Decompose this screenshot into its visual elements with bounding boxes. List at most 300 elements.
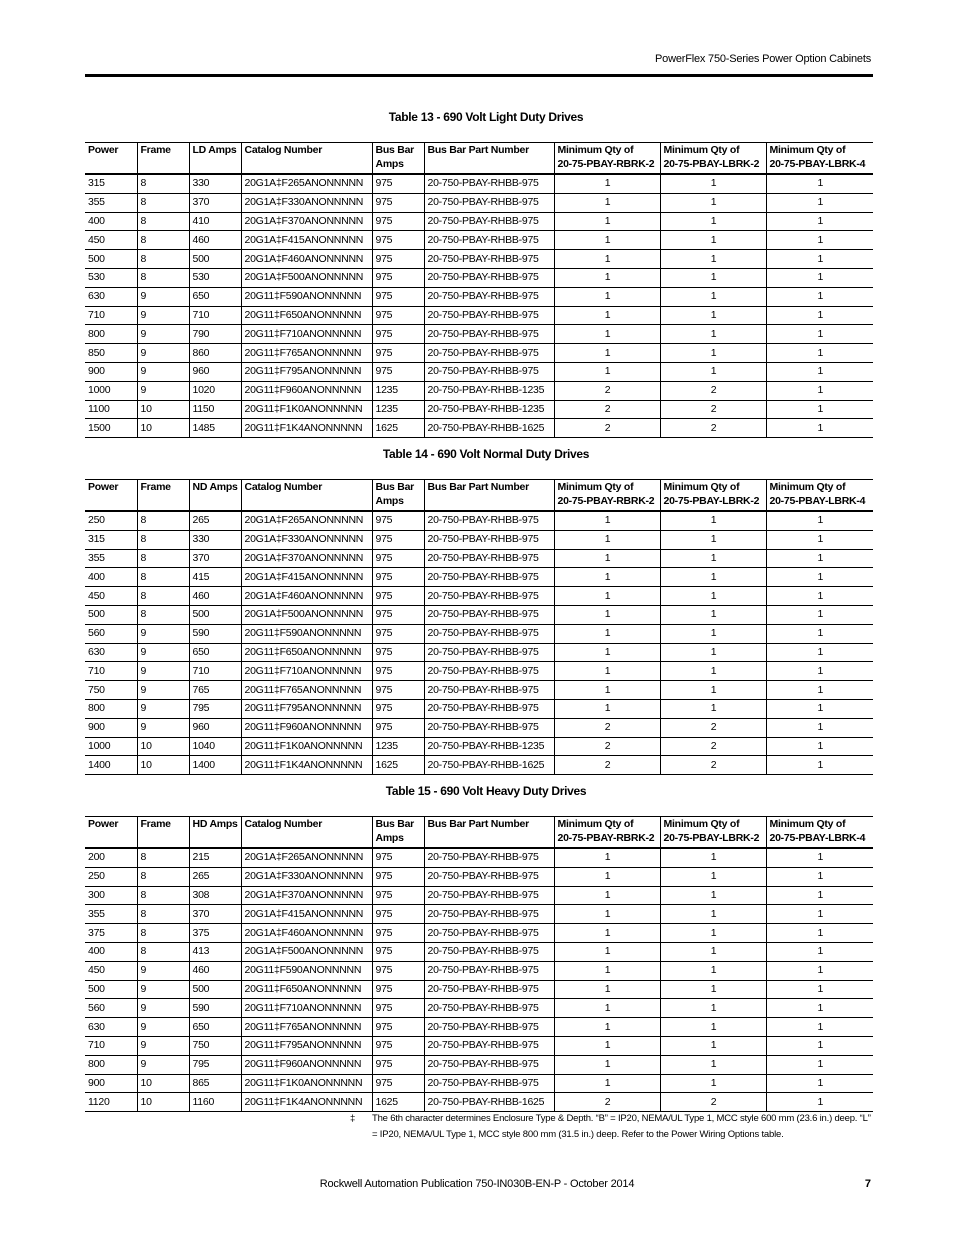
table-cell: 975 bbox=[372, 624, 424, 643]
table-cell: 1 bbox=[766, 643, 873, 662]
table-cell: 1 bbox=[554, 174, 660, 193]
table-cell: 2 bbox=[554, 1093, 660, 1112]
table-cell: 10 bbox=[137, 1074, 189, 1093]
table-cell: 1 bbox=[554, 624, 660, 643]
table-cell: 20G1A‡F330ANONNNNN bbox=[241, 193, 372, 212]
table-cell: 20G1A‡F370ANONNNNN bbox=[241, 886, 372, 905]
table-cell: 9 bbox=[137, 999, 189, 1018]
table-cell: 20G11‡F1K0ANONNNNN bbox=[241, 1074, 372, 1093]
table-row bbox=[85, 568, 873, 587]
table-cell: 1000 bbox=[85, 381, 137, 400]
table-cell: 650 bbox=[189, 287, 241, 306]
column-header: Bus Bar Amps bbox=[372, 817, 424, 849]
table-cell: 1 bbox=[660, 980, 766, 999]
table-cell: 800 bbox=[85, 699, 137, 718]
table-cell: 975 bbox=[372, 306, 424, 325]
table-cell: 9 bbox=[137, 718, 189, 737]
table-cell: 8 bbox=[137, 174, 189, 193]
table-cell: 9 bbox=[137, 287, 189, 306]
table-cell: 1 bbox=[766, 961, 873, 980]
table-cell: 1 bbox=[766, 381, 873, 400]
column-header: Minimum Qty of 20-75-PBAY-LBRK-2 bbox=[660, 817, 766, 849]
table-cell: 20-750-PBAY-RHBB-975 bbox=[424, 511, 554, 530]
table-cell: 20G11‡F960ANONNNNN bbox=[241, 718, 372, 737]
column-header: Frame bbox=[137, 480, 189, 512]
table-cell: 2 bbox=[660, 381, 766, 400]
table-cell: 1 bbox=[554, 325, 660, 344]
table-row bbox=[85, 268, 873, 287]
table-cell: 9 bbox=[137, 662, 189, 681]
table-cell: 20G11‡F650ANONNNNN bbox=[241, 643, 372, 662]
table-cell: 975 bbox=[372, 1036, 424, 1055]
column-header: Frame bbox=[137, 817, 189, 849]
table-cell: 20-750-PBAY-RHBB-975 bbox=[424, 568, 554, 587]
table-cell: 20-750-PBAY-RHBB-975 bbox=[424, 587, 554, 606]
table-cell: 20G11‡F1K4ANONNNNN bbox=[241, 419, 372, 438]
table-cell: 975 bbox=[372, 174, 424, 193]
table-cell: 975 bbox=[372, 268, 424, 287]
table-cell: 20-750-PBAY-RHBB-975 bbox=[424, 549, 554, 568]
table-cell: 1 bbox=[554, 681, 660, 700]
spec-table bbox=[85, 142, 873, 438]
table-cell: 1 bbox=[660, 250, 766, 269]
footer-publication: Rockwell Automation Publication 750-IN030B-EN-P - October 2014 bbox=[319, 1178, 635, 1190]
table-cell: 1 bbox=[766, 1093, 873, 1112]
table-cell: 2 bbox=[660, 756, 766, 775]
table-row bbox=[85, 924, 873, 943]
table-cell: 8 bbox=[137, 511, 189, 530]
table-cell: 1 bbox=[766, 867, 873, 886]
table-cell: 330 bbox=[189, 530, 241, 549]
table-cell: 860 bbox=[189, 344, 241, 363]
table-row bbox=[85, 381, 873, 400]
table-cell: 1 bbox=[660, 1074, 766, 1093]
table-cell: 2 bbox=[660, 400, 766, 419]
table-cell: 2 bbox=[660, 737, 766, 756]
table-cell: 1 bbox=[660, 193, 766, 212]
table-cell: 630 bbox=[85, 643, 137, 662]
table-cell: 975 bbox=[372, 530, 424, 549]
table-cell: 8 bbox=[137, 268, 189, 287]
table-cell: 1 bbox=[554, 306, 660, 325]
table-cell: 20-750-PBAY-RHBB-975 bbox=[424, 306, 554, 325]
table-row bbox=[85, 999, 873, 1018]
header-rule bbox=[85, 74, 873, 77]
column-header: Bus Bar Part Number bbox=[424, 480, 554, 512]
table-cell: 900 bbox=[85, 362, 137, 381]
table-cell: 750 bbox=[85, 681, 137, 700]
table-cell: 975 bbox=[372, 662, 424, 681]
table-cell: 20G11‡F960ANONNNNN bbox=[241, 381, 372, 400]
table-cell: 560 bbox=[85, 999, 137, 1018]
table-cell: 1 bbox=[554, 193, 660, 212]
table-cell: 795 bbox=[189, 1055, 241, 1074]
table-title: Table 14 - 690 Volt Normal Duty Drives bbox=[382, 447, 590, 461]
table-cell: 1 bbox=[766, 344, 873, 363]
table-row bbox=[85, 942, 873, 961]
page-number: 7 bbox=[864, 1178, 871, 1190]
table-row bbox=[85, 737, 873, 756]
table-cell: 1 bbox=[554, 250, 660, 269]
table-cell: 20-750-PBAY-RHBB-975 bbox=[424, 362, 554, 381]
table-cell: 1 bbox=[554, 1074, 660, 1093]
table-cell: 20G1A‡F415ANONNNNN bbox=[241, 231, 372, 250]
table-cell: 1 bbox=[554, 961, 660, 980]
table-cell: 975 bbox=[372, 999, 424, 1018]
table-cell: 20G11‡F765ANONNNNN bbox=[241, 681, 372, 700]
table-cell: 9 bbox=[137, 961, 189, 980]
table-cell: 1 bbox=[660, 999, 766, 1018]
header-row bbox=[85, 817, 873, 849]
table-cell: 20-750-PBAY-RHBB-975 bbox=[424, 624, 554, 643]
table-cell: 710 bbox=[85, 306, 137, 325]
table-cell: 975 bbox=[372, 344, 424, 363]
table-cell: 630 bbox=[85, 287, 137, 306]
table-cell: 1 bbox=[660, 924, 766, 943]
table-cell: 975 bbox=[372, 867, 424, 886]
table-cell: 530 bbox=[85, 268, 137, 287]
table-cell: 975 bbox=[372, 568, 424, 587]
table-cell: 8 bbox=[137, 605, 189, 624]
table-cell: 20G1A‡F330ANONNNNN bbox=[241, 530, 372, 549]
table-cell: 1 bbox=[766, 419, 873, 438]
table-cell: 1 bbox=[554, 1018, 660, 1037]
table-cell: 2 bbox=[554, 756, 660, 775]
table-cell: 1 bbox=[554, 549, 660, 568]
table-cell: 8 bbox=[137, 905, 189, 924]
table-cell: 450 bbox=[85, 961, 137, 980]
column-header: Catalog Number bbox=[241, 143, 372, 175]
table-cell: 1000 bbox=[85, 737, 137, 756]
table-cell: 413 bbox=[189, 942, 241, 961]
table-row bbox=[85, 511, 873, 530]
table-cell: 9 bbox=[137, 344, 189, 363]
table-cell: 1100 bbox=[85, 400, 137, 419]
table-cell: 1 bbox=[660, 212, 766, 231]
table-cell: 20-750-PBAY-RHBB-975 bbox=[424, 662, 554, 681]
table-row bbox=[85, 905, 873, 924]
column-header: Bus Bar Amps bbox=[372, 480, 424, 512]
column-header: Catalog Number bbox=[241, 480, 372, 512]
table-cell: 650 bbox=[189, 643, 241, 662]
table-cell: 20-750-PBAY-RHBB-975 bbox=[424, 268, 554, 287]
table-cell: 975 bbox=[372, 193, 424, 212]
table-cell: 1 bbox=[554, 942, 660, 961]
table-cell: 975 bbox=[372, 718, 424, 737]
table-cell: 20-750-PBAY-RHBB-975 bbox=[424, 905, 554, 924]
table-cell: 1 bbox=[766, 325, 873, 344]
table-row bbox=[85, 306, 873, 325]
table-cell: 460 bbox=[189, 587, 241, 606]
table-cell: 1 bbox=[766, 587, 873, 606]
table-row bbox=[85, 193, 873, 212]
table-cell: 20-750-PBAY-RHBB-975 bbox=[424, 942, 554, 961]
table-cell: 8 bbox=[137, 231, 189, 250]
table-cell: 1 bbox=[660, 511, 766, 530]
table-cell: 20-750-PBAY-RHBB-975 bbox=[424, 325, 554, 344]
table-cell: 960 bbox=[189, 362, 241, 381]
table-cell: 400 bbox=[85, 212, 137, 231]
table-cell: 20G11‡F765ANONNNNN bbox=[241, 1018, 372, 1037]
table-cell: 20-750-PBAY-RHBB-975 bbox=[424, 193, 554, 212]
table-cell: 20-750-PBAY-RHBB-1625 bbox=[424, 1093, 554, 1112]
header-row bbox=[85, 480, 873, 512]
table-row bbox=[85, 344, 873, 363]
table-row bbox=[85, 1036, 873, 1055]
table-cell: 1 bbox=[554, 699, 660, 718]
table-cell: 2 bbox=[554, 400, 660, 419]
table-cell: 9 bbox=[137, 381, 189, 400]
table-cell: 1 bbox=[766, 362, 873, 381]
table-cell: 355 bbox=[85, 549, 137, 568]
table-cell: 20-750-PBAY-RHBB-975 bbox=[424, 287, 554, 306]
table-cell: 1 bbox=[554, 268, 660, 287]
table-cell: 1 bbox=[554, 886, 660, 905]
table-14-normal-duty bbox=[85, 445, 873, 775]
table-cell: 20G1A‡F330ANONNNNN bbox=[241, 867, 372, 886]
table-cell: 8 bbox=[137, 530, 189, 549]
table-cell: 1400 bbox=[85, 756, 137, 775]
table-cell: 1 bbox=[660, 643, 766, 662]
table-cell: 975 bbox=[372, 961, 424, 980]
table-cell: 10 bbox=[137, 400, 189, 419]
table-cell: 1 bbox=[660, 344, 766, 363]
table-cell: 20-750-PBAY-RHBB-975 bbox=[424, 231, 554, 250]
column-header: Bus Bar Amps bbox=[372, 143, 424, 175]
table-cell: 20-750-PBAY-RHBB-975 bbox=[424, 999, 554, 1018]
table-cell: 1 bbox=[660, 174, 766, 193]
table-cell: 20-750-PBAY-RHBB-975 bbox=[424, 530, 554, 549]
table-cell: 1040 bbox=[189, 737, 241, 756]
table-cell: 1 bbox=[554, 212, 660, 231]
table-cell: 20G1A‡F415ANONNNNN bbox=[241, 568, 372, 587]
table-cell: 20G11‡F710ANONNNNN bbox=[241, 325, 372, 344]
table-cell: 20G1A‡F460ANONNNNN bbox=[241, 924, 372, 943]
table-cell: 20G1A‡F500ANONNNNN bbox=[241, 942, 372, 961]
table-cell: 710 bbox=[189, 662, 241, 681]
table-cell: 400 bbox=[85, 568, 137, 587]
table-cell: 1 bbox=[554, 231, 660, 250]
table-cell: 10 bbox=[137, 419, 189, 438]
table-cell: 415 bbox=[189, 568, 241, 587]
column-header: ND Amps bbox=[189, 480, 241, 512]
table-cell: 20G11‡F710ANONNNNN bbox=[241, 999, 372, 1018]
table-cell: 1 bbox=[766, 193, 873, 212]
table-cell: 20G11‡F650ANONNNNN bbox=[241, 980, 372, 999]
table-cell: 1 bbox=[766, 250, 873, 269]
table-cell: 20-750-PBAY-RHBB-975 bbox=[424, 1074, 554, 1093]
table-cell: 9 bbox=[137, 624, 189, 643]
table-cell: 1 bbox=[554, 980, 660, 999]
table-cell: 20-750-PBAY-RHBB-975 bbox=[424, 1055, 554, 1074]
table-cell: 1 bbox=[660, 325, 766, 344]
table-cell: 9 bbox=[137, 643, 189, 662]
table-cell: 1 bbox=[554, 530, 660, 549]
table-cell: 1 bbox=[766, 905, 873, 924]
table-cell: 370 bbox=[189, 549, 241, 568]
table-cell: 8 bbox=[137, 587, 189, 606]
table-cell: 20-750-PBAY-RHBB-1625 bbox=[424, 756, 554, 775]
table-cell: 315 bbox=[85, 530, 137, 549]
table-cell: 9 bbox=[137, 1018, 189, 1037]
table-row bbox=[85, 587, 873, 606]
table-cell: 1 bbox=[660, 587, 766, 606]
table-cell: 1625 bbox=[372, 1093, 424, 1112]
table-cell: 2 bbox=[554, 737, 660, 756]
table-cell: 1 bbox=[660, 662, 766, 681]
table-cell: 975 bbox=[372, 325, 424, 344]
table-cell: 2 bbox=[554, 718, 660, 737]
column-header: Frame bbox=[137, 143, 189, 175]
table-cell: 8 bbox=[137, 568, 189, 587]
table-cell: 2 bbox=[554, 419, 660, 438]
table-cell: 975 bbox=[372, 212, 424, 231]
table-cell: 20G11‡F710ANONNNNN bbox=[241, 662, 372, 681]
table-cell: 20G11‡F795ANONNNNN bbox=[241, 1036, 372, 1055]
table-cell: 975 bbox=[372, 848, 424, 867]
spec-table bbox=[85, 479, 873, 775]
table-cell: 1 bbox=[766, 549, 873, 568]
table-cell: 10 bbox=[137, 737, 189, 756]
table-cell: 460 bbox=[189, 231, 241, 250]
table-cell: 215 bbox=[189, 848, 241, 867]
table-cell: 20G11‡F1K0ANONNNNN bbox=[241, 400, 372, 419]
table-cell: 1 bbox=[554, 643, 660, 662]
table-cell: 20G1A‡F370ANONNNNN bbox=[241, 212, 372, 231]
table-cell: 2 bbox=[660, 419, 766, 438]
table-cell: 370 bbox=[189, 905, 241, 924]
table-cell: 765 bbox=[189, 681, 241, 700]
table-cell: 265 bbox=[189, 867, 241, 886]
table-cell: 1020 bbox=[189, 381, 241, 400]
table-cell: 20-750-PBAY-RHBB-975 bbox=[424, 344, 554, 363]
column-header: Minimum Qty of 20-75-PBAY-LBRK-2 bbox=[660, 480, 766, 512]
table-row bbox=[85, 231, 873, 250]
table-cell: 795 bbox=[189, 699, 241, 718]
table-cell: 10 bbox=[137, 1093, 189, 1112]
table-cell: 20-750-PBAY-RHBB-975 bbox=[424, 174, 554, 193]
table-cell: 1 bbox=[660, 905, 766, 924]
table-cell: 500 bbox=[189, 980, 241, 999]
table-cell: 1 bbox=[554, 344, 660, 363]
table-cell: 590 bbox=[189, 624, 241, 643]
table-cell: 1 bbox=[766, 737, 873, 756]
column-header: Power bbox=[85, 817, 137, 849]
table-cell: 20G1A‡F415ANONNNNN bbox=[241, 905, 372, 924]
table-cell: 530 bbox=[189, 268, 241, 287]
table-cell: 1 bbox=[766, 848, 873, 867]
footnote-mark: ‡ bbox=[350, 1113, 356, 1124]
table-cell: 975 bbox=[372, 287, 424, 306]
table-cell: 975 bbox=[372, 1018, 424, 1037]
table-row bbox=[85, 250, 873, 269]
column-header: Minimum Qty of 20-75-PBAY-RBRK-2 bbox=[554, 480, 660, 512]
column-header: Bus Bar Part Number bbox=[424, 817, 554, 849]
table-cell: 1 bbox=[766, 1055, 873, 1074]
table-cell: 20G1A‡F265ANONNNNN bbox=[241, 511, 372, 530]
table-cell: 20G11‡F650ANONNNNN bbox=[241, 306, 372, 325]
table-cell: 460 bbox=[189, 961, 241, 980]
table-cell: 20-750-PBAY-RHBB-975 bbox=[424, 605, 554, 624]
table-row bbox=[85, 867, 873, 886]
table-row bbox=[85, 605, 873, 624]
table-cell: 20-750-PBAY-RHBB-975 bbox=[424, 886, 554, 905]
table-cell: 20-750-PBAY-RHBB-1235 bbox=[424, 400, 554, 419]
table-cell: 1150 bbox=[189, 400, 241, 419]
table-15-heavy-duty bbox=[85, 782, 873, 1112]
table-cell: 330 bbox=[189, 174, 241, 193]
table-cell: 975 bbox=[372, 587, 424, 606]
table-cell: 975 bbox=[372, 924, 424, 943]
table-cell: 710 bbox=[85, 662, 137, 681]
table-cell: 375 bbox=[85, 924, 137, 943]
table-cell: 20-750-PBAY-RHBB-975 bbox=[424, 980, 554, 999]
table-cell: 20G11‡F590ANONNNNN bbox=[241, 961, 372, 980]
table-cell: 900 bbox=[85, 718, 137, 737]
table-cell: 10 bbox=[137, 756, 189, 775]
running-header: PowerFlex 750-Series Power Option Cabinets bbox=[655, 53, 871, 65]
table-row bbox=[85, 848, 873, 867]
table-cell: 20G1A‡F460ANONNNNN bbox=[241, 250, 372, 269]
table-cell: 1 bbox=[660, 231, 766, 250]
column-header: Minimum Qty of 20-75-PBAY-LBRK-4 bbox=[766, 817, 873, 849]
table-cell: 8 bbox=[137, 867, 189, 886]
table-cell: 975 bbox=[372, 905, 424, 924]
table-cell: 20-750-PBAY-RHBB-975 bbox=[424, 643, 554, 662]
table-cell: 410 bbox=[189, 212, 241, 231]
table-cell: 710 bbox=[85, 1036, 137, 1055]
table-cell: 975 bbox=[372, 942, 424, 961]
table-cell: 1 bbox=[660, 287, 766, 306]
table-cell: 1 bbox=[766, 1018, 873, 1037]
table-row bbox=[85, 643, 873, 662]
table-cell: 1 bbox=[766, 662, 873, 681]
table-cell: 1235 bbox=[372, 400, 424, 419]
table-cell: 1625 bbox=[372, 756, 424, 775]
table-cell: 20G11‡F765ANONNNNN bbox=[241, 344, 372, 363]
footnote bbox=[350, 1111, 872, 1143]
table-cell: 1 bbox=[766, 1074, 873, 1093]
table-cell: 975 bbox=[372, 231, 424, 250]
table-cell: 1 bbox=[766, 886, 873, 905]
table-cell: 1235 bbox=[372, 381, 424, 400]
table-row bbox=[85, 1074, 873, 1093]
table-cell: 9 bbox=[137, 699, 189, 718]
table-cell: 975 bbox=[372, 980, 424, 999]
table-cell: 20-750-PBAY-RHBB-975 bbox=[424, 681, 554, 700]
table-cell: 1 bbox=[660, 699, 766, 718]
table-cell: 20G1A‡F460ANONNNNN bbox=[241, 587, 372, 606]
table-cell: 1 bbox=[766, 511, 873, 530]
table-row bbox=[85, 756, 873, 775]
table-cell: 1120 bbox=[85, 1093, 137, 1112]
footnote-text: The 6th character determines Enclosure Type & Depth. “B” = IP20, NEMA/UL Type 1, MCC style 600 mm (23.6 in.) deep. “L” = IP20, NEMA/UL Type 1, MCC style 800 mm (31.5 in.) deep. Refer to the Power Wiring Options table. bbox=[372, 1113, 871, 1140]
table-cell: 250 bbox=[85, 867, 137, 886]
table-cell: 20G1A‡F265ANONNNNN bbox=[241, 174, 372, 193]
table-cell: 1 bbox=[554, 999, 660, 1018]
table-cell: 355 bbox=[85, 905, 137, 924]
table-cell: 975 bbox=[372, 605, 424, 624]
table-cell: 20G11‡F1K4ANONNNNN bbox=[241, 756, 372, 775]
table-cell: 1 bbox=[766, 530, 873, 549]
header-row bbox=[85, 143, 873, 175]
table-cell: 1 bbox=[660, 867, 766, 886]
table-cell: 300 bbox=[85, 886, 137, 905]
table-cell: 1160 bbox=[189, 1093, 241, 1112]
table-cell: 9 bbox=[137, 362, 189, 381]
table-cell: 1 bbox=[766, 681, 873, 700]
table-cell: 20-750-PBAY-RHBB-975 bbox=[424, 848, 554, 867]
